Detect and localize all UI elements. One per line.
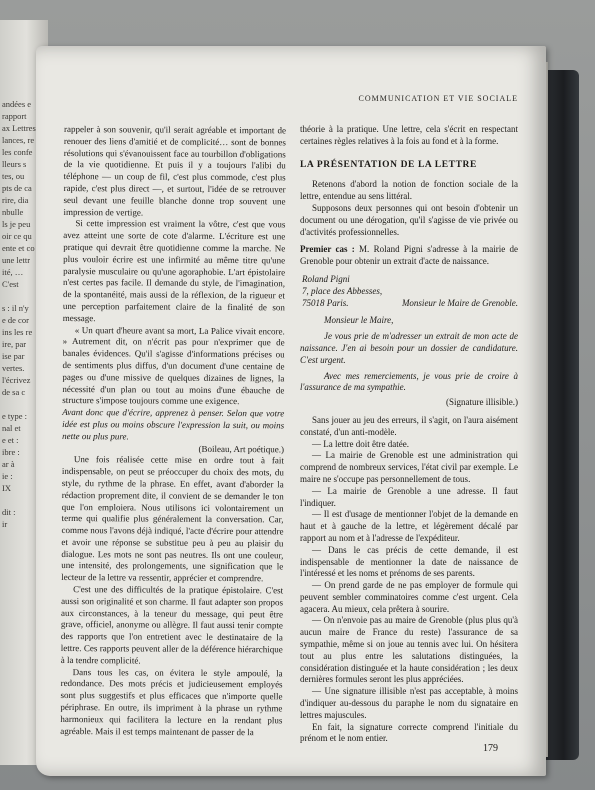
left-page-fragment: dit : [2, 507, 16, 517]
remark-item: — Il est d'usage de mentionner l'objet de la demande en haut et à gauche de la lettre, et légèrement décalé par rapport au nom et à l'adresse de l'expéditeur. [300, 509, 518, 543]
intro-paragraph: théorie à la pratique. Une lettre, cela s'écrit en respectant certaines règles relatives à la fois au fond et à la forme. [300, 124, 518, 146]
letter-sender-street: 7, place des Abbesses, [302, 285, 383, 296]
remark-item: — Dans le cas précis de cette demande, il est indispensable de mentionner la date de naissance de l'intéressé et les noms et prénoms de ses parents. [300, 544, 518, 579]
left-page-fragment: ibre : [2, 447, 20, 457]
letter-body: Je vous prie de m'adresser un extrait de mon acte de naissance. J'en ai besoin pour un dossier de candidature. C'est urgent. [300, 331, 518, 365]
left-page-fragment: une lettr [2, 255, 31, 265]
left-page-fragment: tes, ou [2, 171, 25, 181]
paragraph: Retenons d'abord la notion de fonction sociale de la lettre, entendue au sens littéral. [300, 179, 518, 202]
left-page-fragment: l'écrivez [2, 375, 31, 385]
quote-source: (Boileau, Art poétique.) [198, 443, 285, 454]
remark-item: — On n'envoie pas au maire de Grenoble (plus plus qu'à aucun maire de France du reste) l'assurance de sa sympathie, même si on joue au tennis avec lui. On hésitera tout au plus entre les salutations distinguées, la considération distinguée et la haute considération ; les deux dernières formules seront les plus appréciées. [300, 615, 518, 685]
remark-item: — Une signature illisible n'est pas acceptable, à moins d'indiquer au-dessous du paraphe le nom du signataire en lettres majuscules. [300, 686, 518, 720]
left-page-fragment: vertes. [2, 363, 25, 373]
paragraph: Sans jouer au jeu des erreurs, il s'agit, on l'aura aisément constaté, d'un anti-modèle. [300, 414, 518, 437]
running-head: COMMUNICATION ET VIE SOCIALE [358, 94, 518, 103]
section-title: LA PRÉSENTATION DE LA LETTRE [300, 159, 477, 170]
remark-item: En fait, la signature correcte comprend l'initiale du prénom et le nom entier. [300, 721, 518, 744]
left-page-fragment: rire, dia [2, 195, 29, 205]
case-text: M. Roland Pigni s'adresse à la mairie de Grenoble pour obtenir un extrait d'acte de naissance. [300, 244, 518, 267]
remark-item: — La lettre doit être datée. [312, 438, 409, 449]
left-page-fragment: ins les re [2, 327, 33, 337]
paragraph: Si cette impression est vraiment la vôtre, c'est que vous avez atteint une sorte de cote d'alarme. L'écriture est une pratique qui devrait être quotidienne comme la marche. Ne plus vouloir écrire est une infirmité au même titre qu'une paralysie musculaire ou qu'une agoraphobie. L'art épistolaire n'est certes pas facile. Il demande du style, de l'imagination, de la spontanéité, mais aussi de la réflexion, de la rigueur et une perception parfaitement claire de la finalité de son message. [62, 218, 286, 323]
left-page-fragment: ls je peu [2, 219, 31, 229]
left-page-fragment: ax Lettres [2, 123, 36, 133]
left-page-fragment: lleurs s [2, 159, 27, 169]
letter-sender-city: 75018 Paris. [302, 297, 349, 308]
left-page-fragment: ire, par [2, 339, 27, 349]
left-page-fragment: andées e [2, 99, 32, 109]
left-page-fragment: e de cor [2, 315, 29, 325]
paragraph: Dans tous les cas, on évitera le style ampoulé, la redondance. Des mots précis et judicieusement employés sont plus suggestifs et plus efficaces que n'importe quelle périphrase. En outre, ils impriment à la phrase un rythme harmonieux qui facilitera la lecture en la rendant plus agréable. Mais il est temps maintenant de passer de la [60, 666, 283, 737]
left-page-fragment: e type : [2, 411, 28, 421]
paragraph: Supposons deux personnes qui ont besoin d'obtenir un document ou une dérogation, qu'il s'agisse de vie privée ou d'activités professionnelles. [300, 202, 518, 237]
paragraph: C'est une des difficultés de la pratique épistolaire. C'est aussi son originalité et son charme. Il faut adapter son propos aux circonstances, à la teneur du message, qui peut être grave, officiel, anonyme ou allègre. Il faut aussi tenir compte des rapports que l'on entretient avec le destinataire de la lettre. Ces rapports peuvent aller de la déférence hiérarchique à la tendre complicité. [60, 584, 284, 666]
left-page-fragment: s : il n'y [2, 303, 29, 313]
left-page-fragment: IX [2, 483, 11, 493]
left-page-fragment: les confe [2, 147, 33, 157]
remark-item: — La mairie de Grenoble a une adresse. Il faut l'indiquer. [300, 485, 518, 508]
paragraph: « Un quart d'heure avant sa mort, La Palice vivait encore. » Autrement dit, on n'écrit pas pour n'exprimer que de banales évidences. Qu'il s'agisse d'informations précises ou de sentiments plus diffus, d'un document d'une centaine de pages ou d'une missive de quelques dizaines de lignes, la nécessité d'un plan ou tout au moins d'une ébauche de structure s'impose toujours comme une exigence. [62, 324, 285, 407]
letter-sender-name: Roland Pigni [302, 273, 350, 284]
left-page-fragment: C'est [2, 279, 19, 289]
left-column [60, 124, 286, 739]
left-page-fragment: e et : [2, 435, 19, 445]
left-page-fragment: lances, re [2, 135, 35, 145]
right-column [300, 124, 518, 745]
letter-recipient: Monsieur le Maire de Grenoble. [401, 297, 518, 308]
left-page-fragment: nbulle [2, 207, 24, 217]
left-page-fragment: ente et co [2, 243, 35, 253]
remark-item: — On prend garde de ne pas employer de formule qui peuvent sembler comminatoires comme c'est urgent. Cela agacera. Au mieux, cela prêtera à sourire. [300, 580, 518, 614]
left-page-fragment: ar à [2, 459, 15, 469]
left-page-fragment: ise par [2, 351, 25, 361]
book-binding [545, 70, 579, 760]
paragraph: Une fois réalisée cette mise en ordre tout à fait indispensable, on peut se préoccuper du choix des mots, du style, du rythme de la phrase. En effet, avant d'aborder la rédaction proprement dite, il convient de se demander le ton que l'on emploiera. Nous utilisons ici volontairement un terme qui qualifie plus généralement la conversation. Car, comme nous l'avons déjà indiqué, l'acte d'écrire pour attendre et avoir une réponse se substitue peu à peu au plaisir du dialogue. Les mots ne sont pas neutres. Ils ont une couleur, une intensité, des prolongements, une signification que le lecteur de la lettre va ressentir, apprécier et comprendre. [61, 454, 284, 584]
boileau-quote: Avant donc que d'écrire, apprenez à penser. Selon que votre idée est plus ou moins obscure l'expression la suit, ou moins nette ou plus pure. [62, 407, 285, 442]
letter-signature: (Signature illisible.) [446, 397, 518, 408]
left-page-fragment: pts de ca [2, 183, 32, 193]
left-page-fragment: ir [2, 519, 8, 529]
left-page-fragment: nal et [2, 423, 21, 433]
paragraph: rappeler à son souvenir, qu'il serait agréable et important de renouer des liens d'amitié et de complicité… sont de bonnes résolutions qui s'évanouissent face au tourbillon d'obligations de la vie quotidienne. Et puis il y a toujours l'alibi du téléphone — un coup de fil, c'est plus commode, c'est plus rapide, c'est plus direct —, et surtout, l'idée de se retrouver seul devant une feuille blanche donne trop souvent une impression de vertige. [63, 124, 286, 218]
case-paragraph [300, 244, 518, 268]
left-page-fragment: oir ce qu [2, 231, 32, 241]
left-page-fragment: ité, … [2, 267, 24, 277]
left-page-fragment: ie : [2, 471, 13, 481]
page-number: 179 [483, 743, 498, 754]
letter-closing: Avec mes remerciements, je vous prie de croire à l'assurance de ma sympathie. [300, 370, 518, 393]
left-page-fragment: de sa c [2, 387, 26, 397]
left-page-fragment: rapport [2, 111, 27, 121]
sample-letter [300, 274, 518, 409]
remark-item: — La mairie de Grenoble est une administration qui comprend de nombreux services, l'état civil par exemple. Le maire ne s'occupe pas personnellement de tous. [300, 450, 518, 484]
book-page [36, 46, 546, 776]
letter-salutation: Monsieur le Maire, [324, 315, 394, 326]
remarks-list [300, 415, 518, 745]
case-label: Premier cas : [300, 244, 355, 255]
